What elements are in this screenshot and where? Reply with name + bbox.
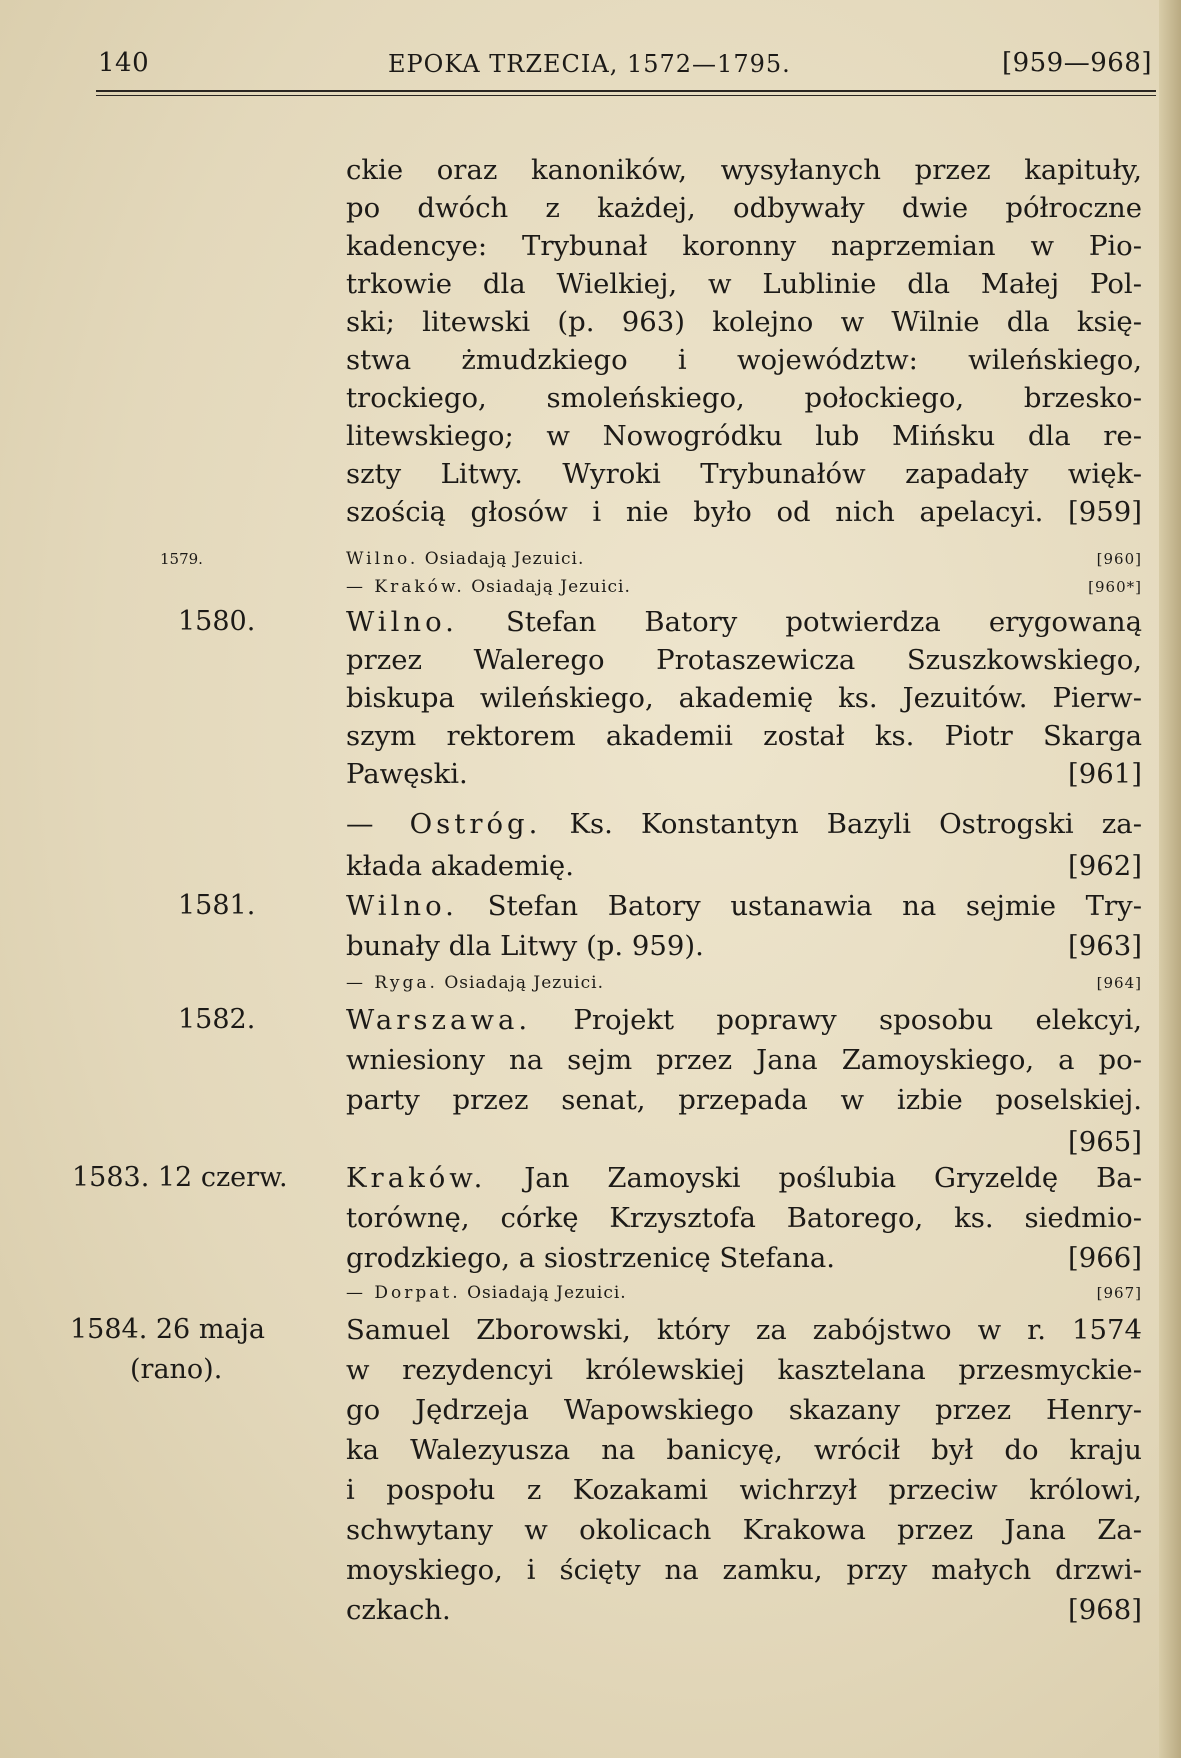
text-line: go Jędrzeja Wapowskiego skazany przez Henry- (346, 1394, 1142, 1426)
entry-date: 1579. (160, 550, 203, 568)
text-line: trockiego, smoleńskiego, połockiego, brzesko- (346, 382, 1142, 414)
entry-place: — Ostróg. (346, 808, 542, 840)
entry-place: Wilno. (346, 549, 419, 569)
entry-date: 1583. 12 czerw. (72, 1162, 288, 1193)
entry-place: Warszawa. (346, 1004, 532, 1036)
entry-960s (346, 574, 1142, 600)
entry-961-line (346, 604, 1142, 640)
text-line: party przez senat, przepada w izbie poselskiej. (346, 1084, 1142, 1116)
entry-place: — Dorpat. (346, 1283, 461, 1303)
text-line: Stefan Batory potwierdza erygowaną (505, 606, 1142, 638)
text-line: i pospołu z Kozakami wichrzył przeciw królowi, (346, 1474, 1142, 1506)
text-line: Stefan Batory ustanawia na sejmie Try- (487, 890, 1142, 922)
text-line: Jan Zamoyski poślubia Gryzeldę Ba- (524, 1162, 1142, 1194)
text-line: kłada akademię. (346, 850, 574, 882)
text-line: stwa żmudzkiego i województw: wileńskiego, (346, 344, 1142, 376)
entry-date-note: (rano). (130, 1354, 223, 1385)
entry-date: 1581. (178, 890, 256, 921)
entry-ref: [968] (1068, 1594, 1142, 1626)
entry-967 (346, 1280, 1142, 1306)
entry-place: Kraków. (346, 1162, 487, 1194)
entry-965-ref-line (346, 1124, 1142, 1160)
entry-ref: [967] (1096, 1284, 1142, 1302)
page-header (98, 48, 1158, 88)
text-line: Projekt poprawy sposobu elekcyi, (573, 1004, 1142, 1036)
text-line: Pawęski. (346, 758, 468, 790)
entry-place: — Kraków. (346, 577, 465, 597)
page-number: 140 (98, 48, 150, 78)
running-title: EPOKA TRZECIA, 1572—1795. (388, 50, 791, 78)
entry-ref: [965] (1068, 1126, 1142, 1158)
entry-range: [959—968] (1001, 48, 1152, 78)
entry-text: Osiadają Jezuici. (424, 549, 585, 569)
entry-963-line (346, 888, 1142, 924)
entry-ref: [962] (1068, 850, 1142, 882)
text-line: Ks. Konstantyn Bazyli Ostrogski za- (569, 808, 1142, 840)
entry-text: Osiadają Jezuici. (444, 973, 604, 993)
header-rule-thin (96, 95, 1156, 96)
text-line: przez Walerego Protaszewicza Szuszkowskiego, (346, 644, 1142, 676)
text-line: trkowie dla Wielkiej, w Lublinie dla Małej Pol- (346, 268, 1142, 300)
header-rule (96, 90, 1156, 92)
text-line: szty Litwy. Wyroki Trybunałów zapadały więk- (346, 458, 1142, 490)
text-line: bunały dla Litwy (p. 959). (346, 930, 704, 962)
page-edge (1159, 0, 1181, 1758)
entry-966-line (346, 1160, 1142, 1196)
entry-966-last (346, 1240, 1142, 1276)
entry-960 (346, 546, 1142, 572)
text-line: kadencye: Trybunał koronny naprzemian w Pio- (346, 230, 1142, 262)
entry-ref: [960] (1096, 550, 1142, 568)
text-line: szym rektorem akademii został ks. Piotr Skarga (346, 720, 1142, 752)
entry-964 (346, 970, 1142, 996)
text-line: w rezydencyi królewskiej kasztelana przesmyckie- (346, 1354, 1142, 1386)
entry-ref: [964] (1096, 974, 1142, 992)
text-line: biskupa wileńskiego, akademię ks. Jezuitów. Pierw- (346, 682, 1142, 714)
entry-text: Osiadają Jezuici. (471, 577, 631, 597)
entry-ref: [966] (1068, 1242, 1142, 1274)
text-line: Samuel Zborowski, który za zabójstwo w r. 1574 (346, 1314, 1142, 1346)
text-line: moyskiego, i ścięty na zamku, przy małych drzwi- (346, 1554, 1142, 1586)
entry-961-last (346, 756, 1142, 792)
entry-place: Wilno. (346, 890, 458, 922)
entry-968-last (346, 1592, 1142, 1628)
text-line: wniesiony na sejm przez Jana Zamoyskiego, a po- (346, 1044, 1142, 1076)
entry-963-last (346, 928, 1142, 964)
text-line: szością głosów i nie było od nich apelacyi. [959] (346, 496, 1142, 528)
entry-965-line (346, 1002, 1142, 1038)
entry-ref: [960*] (1088, 578, 1142, 596)
text-line: czkach. (346, 1594, 451, 1626)
entry-ref: [963] (1068, 930, 1142, 962)
text-line: grodzkiego, a siostrzenicę Stefana. (346, 1242, 835, 1274)
entry-date: 1584. 26 maja (70, 1314, 265, 1345)
text-line: ka Walezyusza na banicyę, wrócił był do kraju (346, 1434, 1142, 1466)
entry-text: Osiadają Jezuici. (467, 1283, 627, 1303)
entry-ref: [961] (1068, 758, 1142, 790)
text-line: ckie oraz kanoników, wysyłanych przez kapituły, (346, 154, 1142, 186)
text-line: po dwóch z każdej, odbywały dwie półroczne (346, 192, 1142, 224)
text-line: litewskiego; w Nowogródku lub Mińsku dla re- (346, 420, 1142, 452)
entry-place: — Ryga. (346, 973, 438, 993)
text-line: schwytany w okolicach Krakowa przez Jana Za- (346, 1514, 1142, 1546)
text-line: ski; litewski (p. 963) kolejno w Wilnie dla księ- (346, 306, 1142, 338)
entry-date: 1580. (178, 606, 256, 637)
entry-962-line (346, 806, 1142, 842)
entry-place: Wilno. (346, 606, 458, 638)
text-line: torównę, córkę Krzysztofa Batorego, ks. siedmio- (346, 1202, 1142, 1234)
entry-962-last (346, 848, 1142, 884)
entry-date: 1582. (178, 1004, 256, 1035)
